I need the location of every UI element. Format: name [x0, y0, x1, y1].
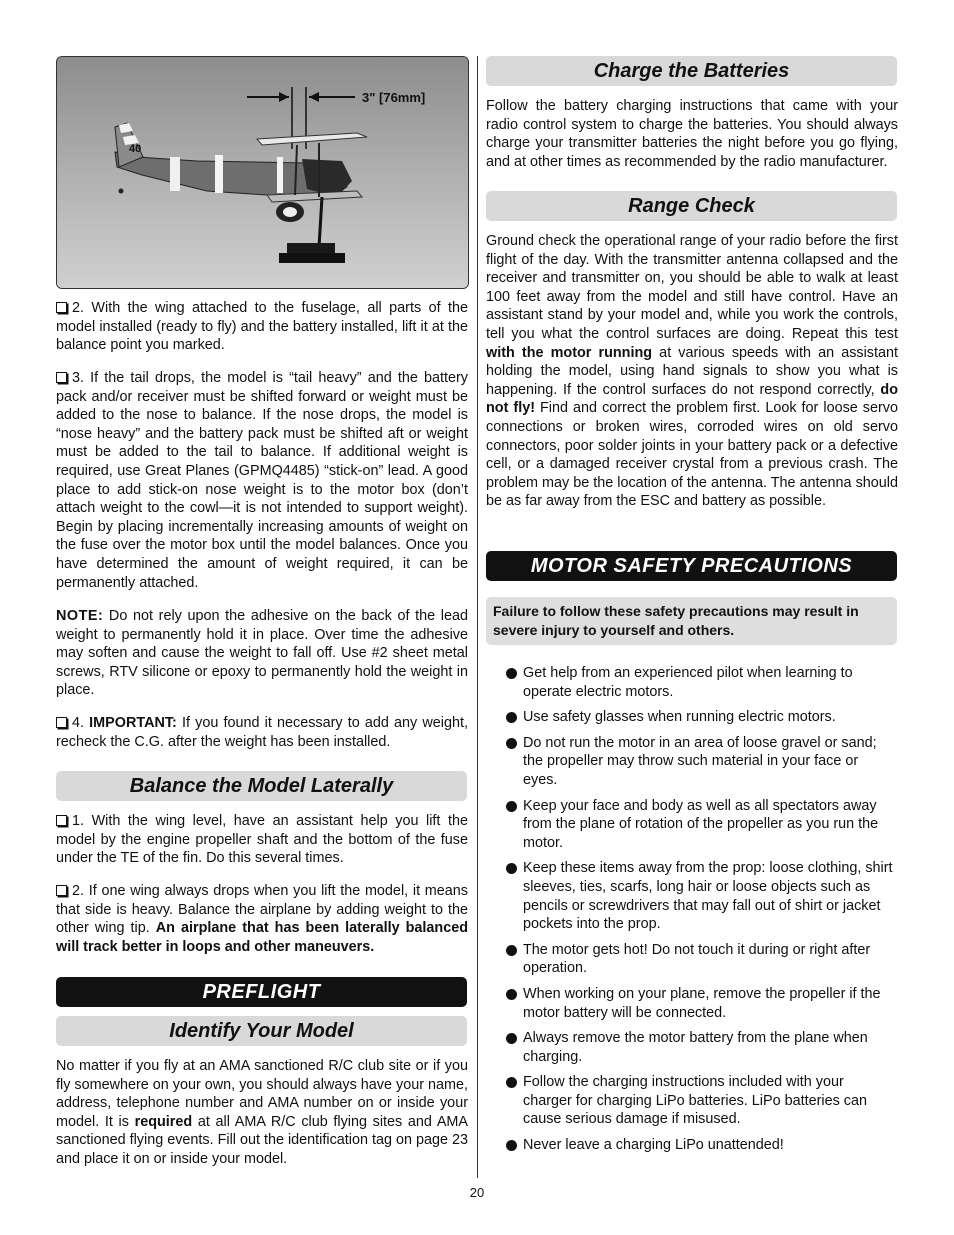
- safety-warning-box: Failure to follow these safety precautions may result in severe injury to yourself and others.: [486, 597, 897, 645]
- column-divider: [477, 56, 478, 1178]
- list-item: Never leave a charging LiPo unattended!: [506, 1136, 894, 1155]
- bullet-icon: [506, 668, 517, 679]
- note-paragraph: NOTE: Do not rely upon the adhesive on the back of the lead weight to permanently hold it in place. Over time the adhesive may soften and cause the weight to fall off. Use #2 sheet metal screws, RTV silicone or epoxy to permanently hold the weight in place.: [56, 608, 468, 699]
- balance-laterally-heading: Balance the Model Laterally: [56, 771, 467, 801]
- step-2-paragraph: 2. With the wing attached to the fuselage, all parts of the model installed (ready to fly) and the battery installed, lift it at the balance point you marked.: [56, 300, 468, 354]
- bullet-icon: [506, 945, 517, 956]
- step-3-paragraph: 3. If the tail drops, the model is “tail heavy” and the battery pack and/or receiver must be shifted forward or weight must be added to the nose to balance. If the nose drops, the model is “nose heavy” and the battery pack must be shifted aft or weight must be added to the tail to balance. If additional weight is required, use Great Planes (GPMQ4485) “stick-on” lead. A good place to add stick-on nose weight is to the motor box (don’t attach weight to the cowl—it is not intended to support weight). Begin by placing incrementally increasing amounts of weight on the fuse over the motor box until the model balances. Once you have determined the amount of weight required, it can be permanently attached.: [56, 370, 468, 591]
- list-item: Always remove the motor battery from the plane when charging.: [506, 1029, 894, 1066]
- preflight-heading: PREFLIGHT: [56, 977, 467, 1007]
- bullet-icon: [506, 712, 517, 723]
- lateral-step-2-paragraph: 2. If one wing always drops when you lift the model, it means that side is heavy. Balance the airplane by adding weight to the other wing tip. An airplane that has been laterally balanced will track better in loops and other maneuvers.: [56, 883, 469, 955]
- list-item: Get help from an experienced pilot when learning to operate electric motors.: [506, 664, 894, 701]
- list-item: Follow the charging instructions included with your charger for charging LiPo batteries. LiPo batteries can cause serious damage if misused.: [506, 1073, 894, 1129]
- range-check-paragraph: Ground check the operational range of your radio before the first flight of the day. With the transmitter antenna collapsed and the receiver and transmitter on, you should be able to walk at least 100 feet away from the model and still have control. Have an assistant stand by your model and, while you work the controls, tell you what the control surfaces are doing. Repeat this test with the motor running at various speeds with an assistant holding the model, using hand signals to show you what is happening. If the control surfaces do not respond correctly, do not fly! Find and correct the problem first. Look for loose servo connections or broken wires, corroded wires on old servo connectors, poor solder joints in your battery pack or a defective cell, or a damaged receiver crystal from a previous crash. The problem may be the location of the antenna. The antenna should be as far away from the ESC and battery as possible.: [486, 233, 898, 510]
- identify-model-paragraph: No matter if you fly at an AMA sanctioned R/C club site or if you fly somewhere on your own, you should always have your name, address, telephone number and AMA number on or inside your model. It is required at all AMA R/C club flying sites and AMA sanctioned flying events. Fill out the identification tag on page 23 and place it on or inside your model.: [56, 1058, 469, 1167]
- dimension-label: 3" [76mm]: [362, 90, 426, 105]
- bullet-icon: [506, 989, 517, 1000]
- motor-safety-heading: MOTOR SAFETY PRECAUTIONS: [486, 551, 897, 581]
- bullet-icon: [506, 1140, 517, 1151]
- step-4-paragraph: 4. IMPORTANT: If you found it necessary to add any weight, recheck the C.G. after the weight has been installed.: [56, 715, 468, 750]
- range-check-heading: Range Check: [486, 191, 897, 221]
- list-item: Keep these items away from the prop: loose clothing, shirt sleeves, ties, scarfs, long hair or loose objects such as pencils or screwdrivers that may fall out of shirt or jacket pockets into the prop.: [506, 859, 894, 933]
- identify-model-heading: Identify Your Model: [56, 1016, 467, 1046]
- bullet-icon: [506, 738, 517, 749]
- lateral-step-1-paragraph: 1. With the wing level, have an assistant help you lift the model by the engine propeller shaft and the bottom of the fuse under the TE of the fin. Do this several times.: [56, 813, 468, 867]
- list-item: Do not run the motor in an area of loose gravel or sand; the propeller may throw such material in your face or eyes.: [506, 734, 894, 790]
- bullet-icon: [506, 801, 517, 812]
- list-item: The motor gets hot! Do not touch it during or right after operation.: [506, 941, 894, 978]
- list-item: Keep your face and body as well as all spectators away from the plane of rotation of the propeller as you run the motor.: [506, 797, 894, 853]
- airplane-illustration: [57, 57, 468, 288]
- plane-number: 40: [129, 143, 142, 155]
- bullet-icon: [506, 1033, 517, 1044]
- checkbox-icon[interactable]: [56, 372, 67, 383]
- list-item: When working on your plane, remove the propeller if the motor battery will be connected.: [506, 985, 894, 1022]
- checkbox-icon[interactable]: [56, 815, 67, 826]
- charge-batteries-heading: Charge the Batteries: [486, 56, 897, 86]
- note-label: NOTE:: [56, 608, 104, 624]
- charge-batteries-paragraph: Follow the battery charging instructions that came with your radio control system to charge the batteries. You should always charge your transmitter batteries the night before you go flying, and at other times as recommended by the radio manufacturer.: [486, 98, 898, 170]
- page-number: 20: [469, 1185, 485, 1200]
- safety-precautions-list: [506, 664, 894, 1162]
- bullet-icon: [506, 1077, 517, 1088]
- list-item: Use safety glasses when running electric motors.: [506, 708, 894, 727]
- checkbox-icon[interactable]: [56, 302, 67, 313]
- bullet-icon: [506, 863, 517, 874]
- airplane-photo: [56, 56, 469, 289]
- checkbox-icon[interactable]: [56, 717, 67, 728]
- checkbox-icon[interactable]: [56, 885, 67, 896]
